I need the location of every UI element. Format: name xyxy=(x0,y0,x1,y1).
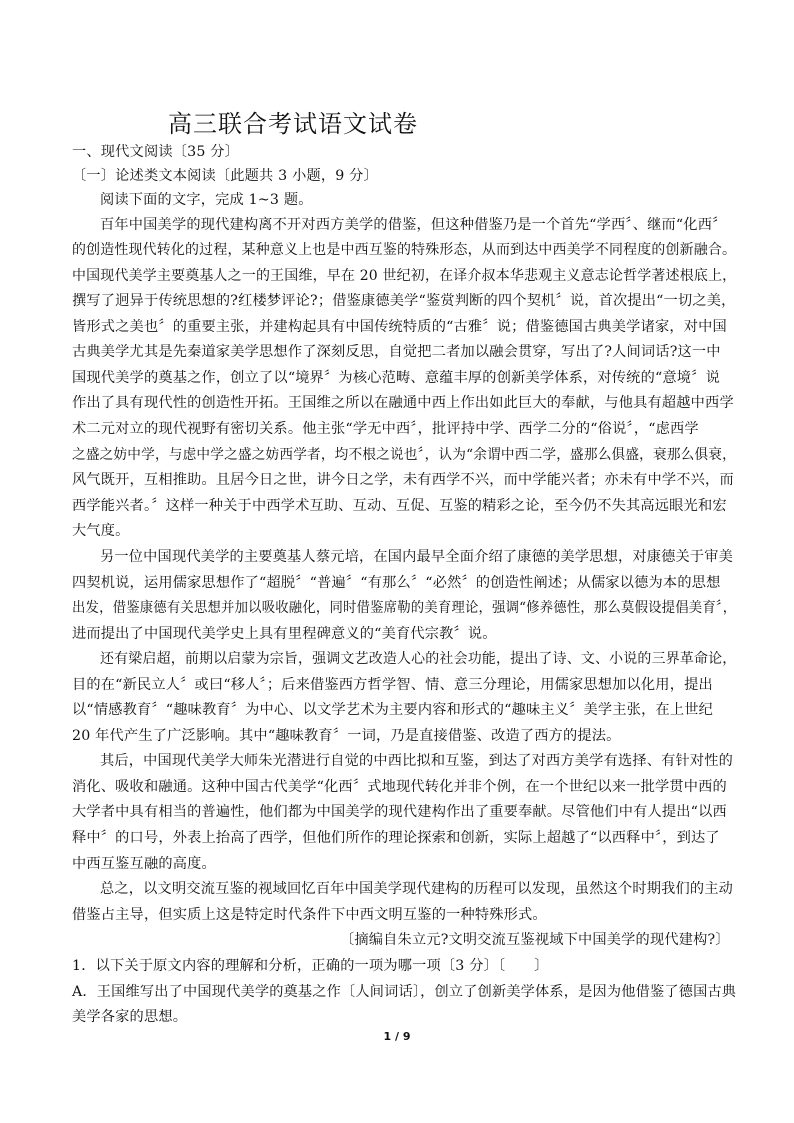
passage-line: 借鉴占主导，但实质上这是特定时代条件下中西文明互鉴的一种特殊形式。 xyxy=(72,907,547,923)
passage-line: 四契机说，运用儒家思想作了“超脱〞“普遍〞“有那么〞“必然〞的创造性阐述；从儒家以德为本的思想 xyxy=(72,575,721,591)
exam-title: 高三联合考试语文试卷 xyxy=(168,110,418,138)
passage-line: 大气度。 xyxy=(72,523,130,539)
passage-line: 西学能兴者。〞这样一种关于中西学术互助、互动、互促、互鉴的精彩之论，至今仍不失其高远眼光和宏 xyxy=(72,498,727,514)
passage-line: 目的在“新民立人〞或曰“移人〞；后来借鉴西方哲学智、情、意三分理论，用儒家思想加以化用，提出 xyxy=(72,677,713,693)
passage-line: 撰写了迥异于传统思想的?红楼梦评论?；借鉴康德美学“鉴赏判断的四个契机〞说，首次提出“一切之美， xyxy=(72,293,736,309)
question-1-option-a: A．王国维写出了中国现代美学的奠基之作〔人间词话〕，创立了创新美学体系，是因为他借鉴了德国古典 xyxy=(72,984,737,1000)
passage-line: 消化、吸收和融通。这种中国古代美学“化西〞式地现代转化并非个例，在一个世纪以来一批学贯中西的 xyxy=(72,779,727,795)
passage-line: 的创造性现代转化的过程，某种意义上也是中西互鉴的特殊形态，从而到达中西美学不同程度的创新融合。 xyxy=(72,242,737,258)
passage-line: 进而提出了中国现代美学史上具有里程碑意义的“美育代宗教〞说。 xyxy=(72,626,497,642)
passage-line: 其后，中国现代美学大师朱光潜进行自觉的中西比拟和互鉴，到达了对西方美学有选择、有针对性的 xyxy=(100,753,734,769)
passage-line: 20 年代产生了广泛影响。其中“趣味教育〞一词，乃是直接借鉴、改造了西方的提法。 xyxy=(72,728,621,744)
passage-line: 另一位中国现代美学的主要奠基人蔡元培，在国内最早全面介绍了康德的美学思想，对康德关于审美 xyxy=(100,549,734,565)
reading-instruction: 阅读下面的文字，完成 1~3 题。 xyxy=(100,192,313,208)
passage-line: 出发，借鉴康德有关思想并加以吸收融化，同时借鉴席勒的美育理论，强调“修养德性，那么莫假设提倡美育〞， xyxy=(72,600,737,616)
section-heading: 一、现代文阅读〔35 分〕 xyxy=(72,144,240,160)
passage-line: 作出了具有现代性的创造性开拓。王国维之所以在融通中西上作出如此巨大的奉献，与他具有超越中西学 xyxy=(72,395,734,411)
passage-line: 大学者中具有相当的普遍性，他们都为中国美学的现代建构作出了重要奉献。尽管他们中有人提出“以西 xyxy=(72,804,727,820)
subsection-heading: 〔一〕论述类文本阅读〔此题共 3 小题，9 分〕 xyxy=(72,168,378,184)
passage-line: 之盛之妨中学，与虑中学之盛之妨西学者，均不根之说也〞，认为“余谓中西二学，盛那么俱盛，衰那么俱衰， xyxy=(72,447,736,463)
passage-line: 释中〞的口号，外表上抬高了西学，但他们所作的理论探索和创新，实际上超越了“以西释中〞，到达了 xyxy=(72,830,720,846)
passage-line: 古典美学尤其是先秦道家美学思想作了深刻反思，自觉把二者加以融会贯穿，写出了?人间词话?这一中 xyxy=(72,344,721,360)
passage-line: 中西互鉴互融的高度。 xyxy=(72,856,216,872)
passage-line: 风气既开，互相推助。且居今日之世，讲今日之学，未有西学不兴，而中学能兴者；亦未有中学不兴，而 xyxy=(72,472,734,488)
passage-line: 皆形式之美也〞的重要主张，并建构起具有中国传统特质的“古雅〞说；借鉴德国古典美学诸家，对中国 xyxy=(72,319,727,335)
question-1: 1．以下关于原文内容的理解和分析，正确的一项为哪一项〔3 分〕〔 〕 xyxy=(72,958,549,974)
passage-line: 还有梁启超，前期以启蒙为宗旨，强调文艺改造人心的社会功能，提出了诗、文、小说的三界革命论， xyxy=(100,651,737,667)
page-number: 1 / 9 xyxy=(383,1030,411,1043)
passage-line: 术二元对立的现代视野有密切关系。他主张“学无中西〞，批评持中学、西学二分的“俗说〞，“虑西学 xyxy=(72,421,699,437)
passage-line: 以“情感教育〞“趣味教育〞为中心、以文学艺术为主要内容和形式的“趣味主义〞美学主张，在上世纪 xyxy=(72,702,714,718)
passage-source: 〔摘编自朱立元?文明交流互鉴视域下中国美学的现代建构?〕 xyxy=(340,932,730,948)
question-1-option-a-cont: 美学各家的思想。 xyxy=(72,1009,188,1025)
passage-line: 总之，以文明交流互鉴的视域回忆百年中国美学现代建构的历程可以发现，虽然这个时期我们的主动 xyxy=(100,881,734,897)
passage-line: 中国现代美学主要奠基人之一的王国维，早在 20 世纪初，在译介叔本华悲观主义意志论哲学著述根底上， xyxy=(72,268,737,284)
passage-line: 百年中国美学的现代建构离不开对西方美学的借鉴，但这种借鉴乃是一个首先“学西〞、继而“化西〞 xyxy=(100,217,727,233)
passage-line: 国现代美学的奠基之作，创立了以“境界〞为核心范畴、意蕴丰厚的创新美学体系，对传统的“意境〞说 xyxy=(72,370,720,386)
